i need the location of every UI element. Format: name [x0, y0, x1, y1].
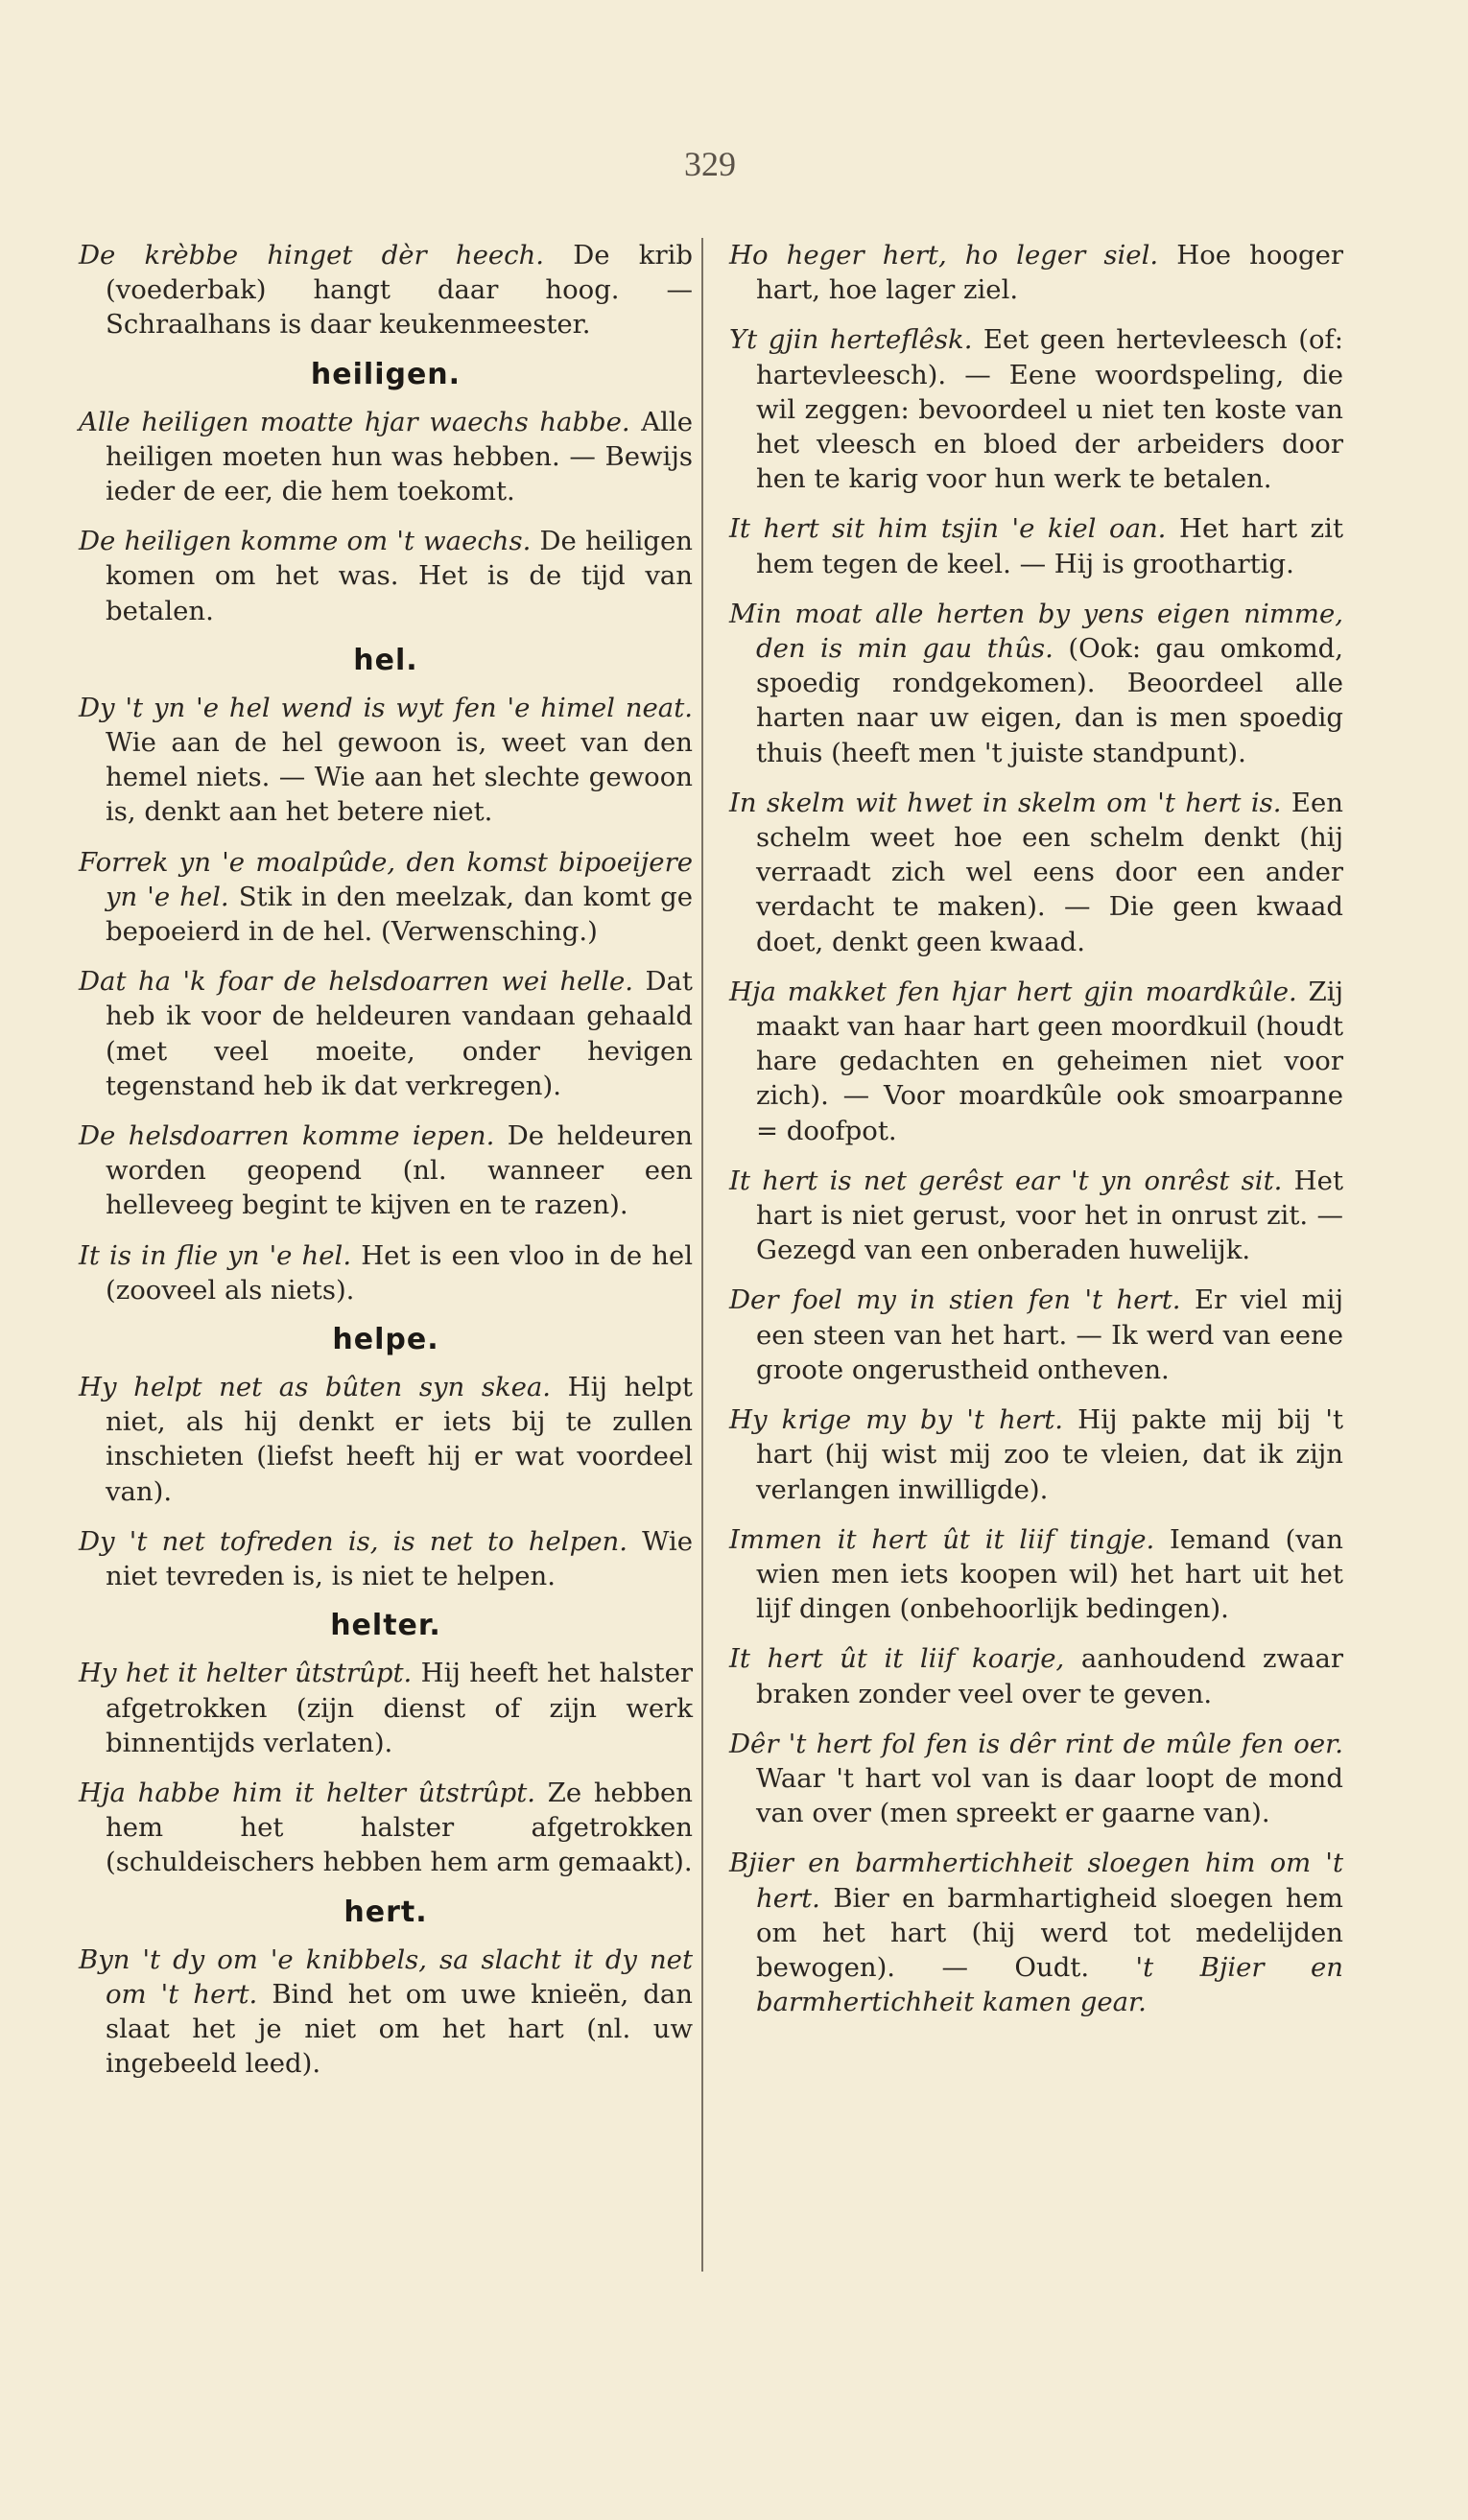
dutch-translation: Er viel mij een steen van het hart. — Ik werd van eene groote ongerustheid ontheven. [756, 1284, 1343, 1385]
frisian-proverb: Hja habbe him it helter ûtstrûpt. [79, 1777, 535, 1808]
headword: helter. [330, 1609, 441, 1643]
frisian-proverb: Byn 't dy om 'e knibbels, sa slacht it dy net om 't hert. [79, 1943, 693, 2010]
page-number: 329 [684, 145, 736, 183]
entry [729, 511, 1343, 580]
frisian-proverb: Dy 't yn 'e hel wend is wyt fen 'e himel neat. [79, 692, 693, 723]
entry [79, 964, 693, 1103]
frisian-proverb: Ho heger hert, ho leger siel. [729, 240, 1159, 271]
dutch-translation: Hij pakte mij bij 't hart (hij wist mij zoo te vleien, dat ik zijn verlangen inwilligde). [756, 1404, 1343, 1505]
frisian-proverb: Dy 't net tofreden is, is net to helpen. [79, 1525, 627, 1557]
dutch-translation: Hij helpt niet, als hij denkt er iets bij te zullen inschieten (liefst heeft hij er wat voordeel van). [106, 1372, 693, 1507]
dutch-translation: Bind het om uwe knieën, dan slaat het je niet om het hart (nl. uw ingebeeld leed). [106, 1978, 693, 2080]
dutch-translation: Eet geen hertevleesch (of: hartevleesch). — Eene woordspeling, die wil zeggen: bevoordeel u niet ten koste van het vleesch en bloed der arbeiders door hen te karig voor hun werk te betalen. [756, 324, 1343, 495]
dutch-translation: Een schelm weet hoe een schelm denkt (hij verraadt zich wel eens door een ander verdacht te maken). — Die geen kwaad doet, denkt geen kwaad. [756, 787, 1343, 957]
headword: helpe. [332, 1323, 439, 1357]
dutch-translation: De heiligen komen om het was. Het is de tijd van betalen. [106, 526, 693, 626]
frisian-proverb: Hja makket fen hjar hert gjin moardkûle. [729, 976, 1297, 1007]
frisian-proverb: Dêr 't hert fol fen is dêr rint de mûle fen oer. [729, 1728, 1343, 1759]
headword: heiligen. [310, 357, 462, 391]
entry [79, 238, 693, 342]
frisian-proverb-variant: 't Bjier en barmhertichheit kamen gear. [756, 1951, 1343, 2018]
entry [79, 405, 693, 509]
frisian-proverb: De heiligen komme om 't waechs. [79, 526, 532, 557]
frisian-proverb: It hert ût it liif koarje, [729, 1643, 1065, 1675]
frisian-proverb: Hy krige my by 't hert. [729, 1404, 1064, 1436]
frisian-proverb: Bjier en barmhertichheit sloegen him om 't hert. [729, 1848, 1343, 1914]
dutch-translation: Iemand (van wien men iets koopen wil) het hart uit het lijf dingen (onbehoorlijk bedingen). [756, 1523, 1343, 1625]
entry [729, 786, 1343, 959]
dutch-translation: De heldeuren worden geopend (nl. wanneer een helleveeg begint te kijven en te razen). [106, 1120, 693, 1221]
frisian-proverb: De krèbbe hinget dèr heech. [79, 240, 545, 271]
frisian-proverb: It is in flie yn 'e hel. [79, 1239, 352, 1271]
dutch-translation: Stik in den meelzak, dan komt ge bepoeierd in de hel. (Verwensching.) [106, 881, 693, 948]
dutch-translation: Waar 't hart vol van is daar loopt de mond van over (men spreekt er gaarne van). [756, 1762, 1343, 1829]
frisian-proverb: It hert sit him tsjin 'e kiel oan. [729, 513, 1167, 545]
entry [729, 1727, 1343, 1831]
dutch-translation: Ze hebben hem het halster afgetrokken (schuldeischers hebben hem arm gemaakt). [106, 1777, 693, 1878]
dutch-translation: Het is een vloo in de hel (zooveel als niets). [106, 1239, 694, 1306]
dutch-translation: aanhoudend zwaar braken zonder veel over te geven. [756, 1643, 1343, 1709]
frisian-proverb: Alle heiligen moatte hjar waechs habbe. [79, 406, 630, 437]
dutch-translation: Dat heb ik voor de heldeuren vandaan gehaald (met veel moeite, onder hevigen tegenstand heb ik dat verkregen). [106, 966, 693, 1101]
frisian-proverb: Immen it hert ût it liif tingje. [729, 1523, 1155, 1555]
entry [729, 1402, 1343, 1507]
dutch-translation: De krib (voederbak) hangt daar hoog. — Schraalhans is daar keukenmeester. [106, 240, 694, 341]
entry [79, 1524, 693, 1593]
dutch-translation: Hij heeft het halster afgetrokken (zijn dienst of zijn werk binnentijds verlaten). [106, 1658, 693, 1758]
entry [729, 1522, 1343, 1627]
frisian-proverb: Forrek yn 'e moalpûde, den komst bipoeijere yn 'e hel. [79, 846, 693, 912]
dutch-translation: Zij maakt van haar hart geen moordkuil (houdt hare gedachten en geheimen niet voor zich). — Voor moardkûle ook smoarpanne = doofpot. [756, 976, 1344, 1146]
entry [729, 975, 1343, 1148]
dutch-translation: (Ook: gau omkomd, spoedig rondgekomen). Beoordeel alle harten naar uw eigen, dan is men spoedig thuis (heeft men 't juiste standpunt). [756, 633, 1343, 768]
frisian-proverb: De helsdoarren komme iepen. [79, 1120, 495, 1152]
frisian-proverb: Hy het it helter ûtstrûpt. [79, 1658, 413, 1689]
frisian-proverb: Dat ha 'k foar de helsdoarren wei helle. [79, 966, 634, 998]
dutch-translation: Bier en barmhartigheid sloegen hem om het hart (hij werd tot medelijden bewogen). — Oudt. [756, 1882, 1343, 1983]
dutch-translation: Alle heiligen moeten hun was hebben. — Bewijs ieder de eer, die hem toekomt. [106, 406, 694, 507]
entry [79, 691, 693, 830]
left-column [79, 238, 693, 2096]
frisian-proverb: In skelm wit hwet in skelm om 't hert is. [729, 787, 1282, 818]
entry [729, 1641, 1343, 1710]
right-column [729, 238, 1343, 2035]
entry [729, 1164, 1343, 1268]
entry [79, 1370, 693, 1509]
frisian-proverb: Hy helpt net as bûten syn skea. [79, 1372, 552, 1403]
entry [79, 1238, 693, 1307]
entry [79, 524, 693, 628]
entry [729, 597, 1343, 770]
entry [79, 845, 693, 950]
dutch-translation: Wie aan de hel gewoon is, weet van den hemel niets. — Wie aan het slechte gewoon is, denkt aan het betere niet. [106, 727, 693, 828]
entry [79, 1776, 693, 1880]
entry [729, 1283, 1343, 1387]
entry [729, 322, 1343, 496]
column-divider [701, 238, 703, 2272]
dutch-translation: Het hart zit hem tegen de keel. — Hij is groothartig. [756, 513, 1344, 579]
frisian-proverb: It hert is net gerêst ear 't yn onrêst sit. [729, 1165, 1283, 1196]
entry [79, 1119, 693, 1223]
frisian-proverb: Yt gjin herteflêsk. [729, 324, 973, 356]
frisian-proverb: Min moat alle herten by yens eigen nimme, den is min gau thûs. [729, 598, 1343, 665]
dutch-translation: Hoe hooger hart, hoe lager ziel. [756, 240, 1343, 306]
dutch-translation: Wie niet tevreden is, is niet te helpen. [106, 1525, 694, 1592]
dutch-translation: Het hart is niet gerust, voor het in onrust zit. — Gezegd van een onberaden huwelijk. [756, 1165, 1343, 1266]
entry [79, 1656, 693, 1760]
headword: hert. [343, 1895, 428, 1929]
entry [729, 1846, 1343, 2019]
entry [79, 1943, 693, 2082]
frisian-proverb: Der foel my in stien fen 't hert. [729, 1284, 1181, 1316]
headword: hel. [353, 643, 418, 677]
entry [729, 238, 1343, 307]
